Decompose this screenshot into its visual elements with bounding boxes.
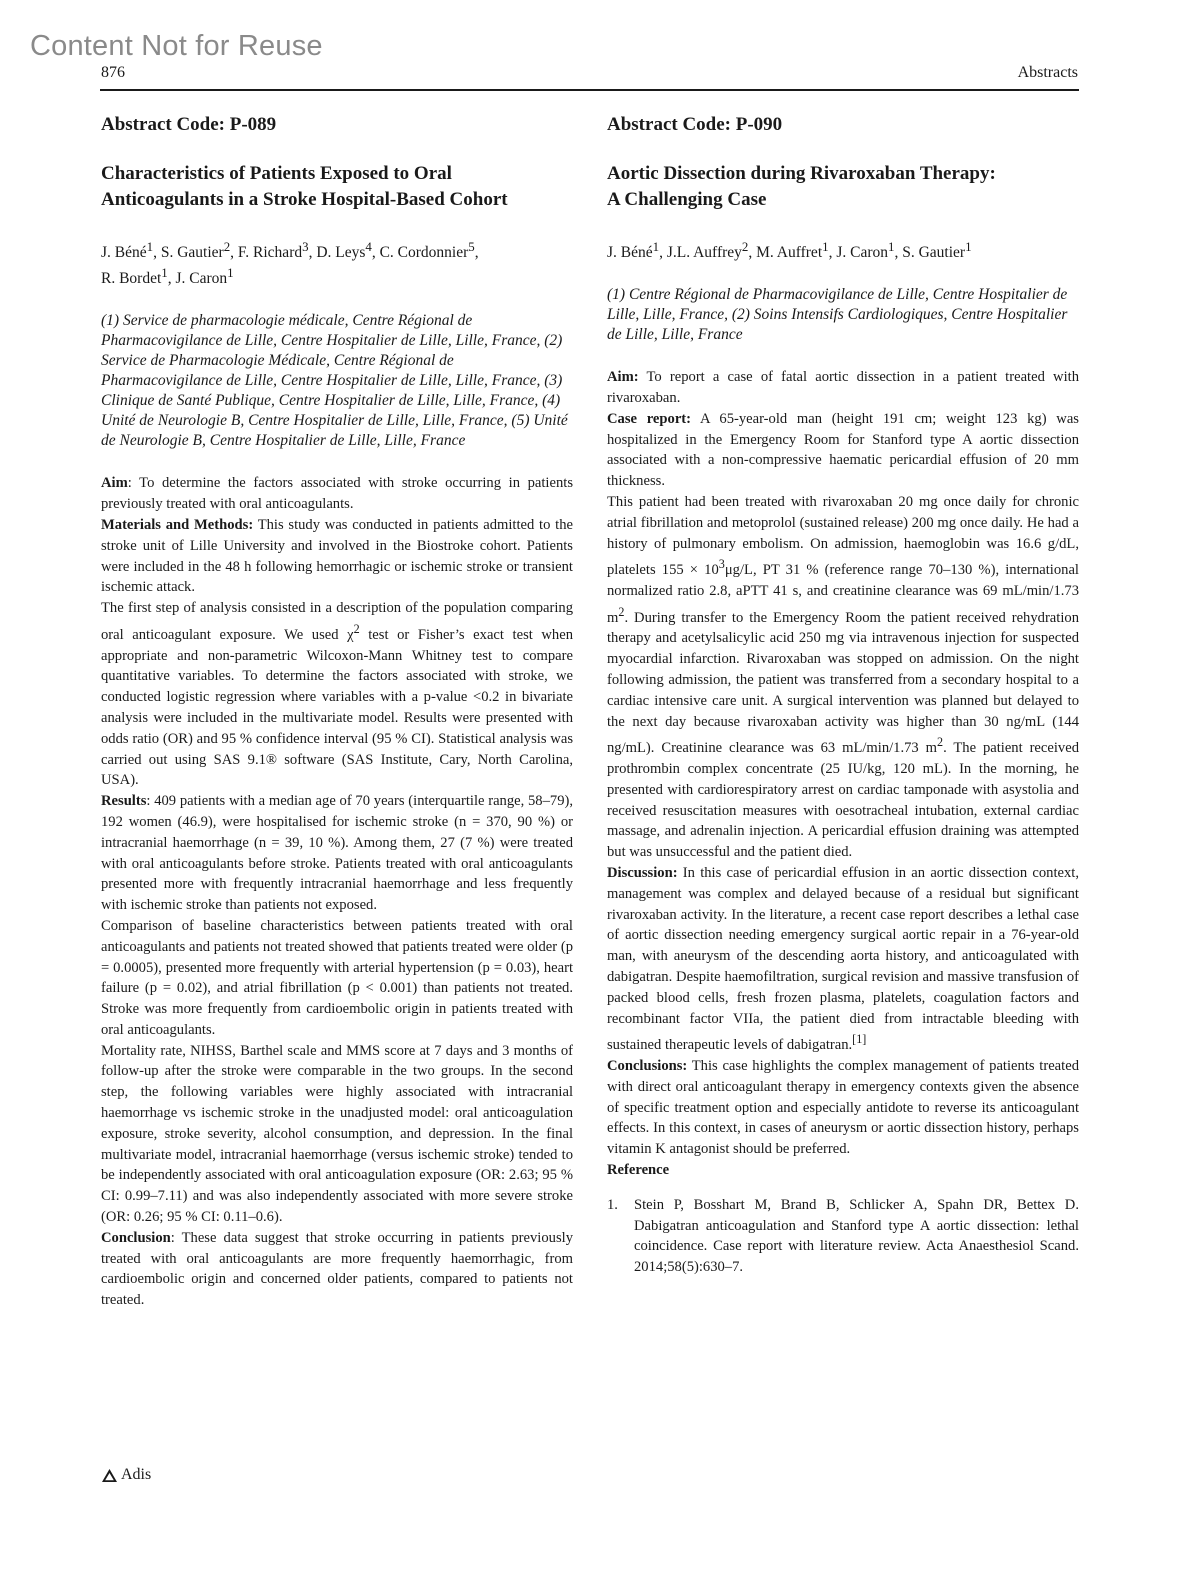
exponent-superscript: 2	[936, 735, 944, 750]
author-separator: ,	[167, 270, 176, 288]
reference-list	[607, 1195, 1079, 1278]
publisher-logo	[101, 1466, 151, 1484]
affiliation-superscript: 1	[822, 239, 829, 254]
affiliation-superscript: 1	[161, 265, 168, 281]
aim-paragraph	[607, 367, 1079, 409]
section-label: Abstracts	[1017, 64, 1078, 81]
conclusion-paragraph	[101, 1228, 573, 1311]
mortality-paragraph: Mortality rate, NIHSS, Barthel scale and MMS score at 7 days and 3 months of follow-up after the stroke were comparable in the two groups. In the second step, the following variables were highly associated with intracranial haemorrhage vs ischemic stroke in the unadjusted model: oral anticoagulation exposure, stroke severity, alcohol consumption, and depression. In the final multivariate model, intracranial haemorrhage (versus ischemic stroke) tended to be independently associated with oral anticoagulation exposure (OR: 2.63; 95 % CI: 0.99–7.11) and was also independently associated with more severe stroke (OR: 0.26; 95 % CI: 0.11–0.6).	[101, 1042, 573, 1226]
author-name: S. Gautier	[160, 244, 224, 262]
citation-superscript: [1]	[852, 1032, 867, 1047]
author-separator: ,	[371, 244, 380, 262]
exponent-superscript: 3	[718, 557, 725, 572]
reference-number: 1.	[607, 1196, 618, 1213]
aim-text: : To determine the factors associated with stroke occurring in patients previously treated with oral anticoagulants.	[101, 475, 573, 513]
affiliation-superscript: 3	[302, 239, 309, 254]
analysis-text-a: The first step of analysis consisted in a description of the population comparing oral anticoagulant exposure. We used χ	[101, 600, 573, 643]
abstract-code: Abstract Code: P-090	[607, 114, 783, 135]
methods-text: This study was conducted in patients admitted to the stroke unit of Lille University and involved in the Biostroke cohort. Patients were included in the 48 h following hemorrhagic or ischemic stroke or transient ischemic attack.	[101, 516, 573, 596]
header-rule	[100, 89, 1079, 91]
abstract-body	[607, 367, 1079, 1181]
abstract-title	[607, 161, 1079, 213]
aim-text: To report a case of fatal aortic dissection in a patient treated with rivaroxaban.	[607, 369, 1079, 406]
adis-triangle-icon	[101, 1468, 118, 1483]
title-line-2: A Challenging Case	[607, 189, 767, 210]
author-name: J. Caron	[836, 244, 888, 262]
author-name: F. Richard	[237, 244, 303, 262]
affiliation-superscript: 2	[223, 239, 231, 254]
history-text-c: . During transfer to the Emergency Room the patient received rehydration therapy and acetylsalicylic acid 250 mg via intravenous injection for suspected myocardial infarction. Rivaroxaban was stopped on admission. On the night following admission, the patient was transferred from a secondary hospital to a cardiac intensive care unit. A surgical intervention was planned but delayed to the next day because rivaroxaban activity was higher than 30 ng/mL (144 ng/mL). Creatinine clearance was 63 mL/min/1.73 m	[607, 609, 1079, 757]
watermark: Content Not for Reuse	[30, 30, 323, 62]
abstract-code: Abstract Code: P-089	[101, 114, 277, 135]
history-text-d: . The patient received prothrombin complex concentrate (25 IU/kg, 120 mL). In the morning, he presented with cardiorespiratory arrest on cardiac tamponade with asystolia and received resuscitation measures with oesotracheal intubation, external cardiac massage, and adrenalin injection. A pericardial effusion draining was attempted but was unsuccessful and the patient died.	[607, 740, 1079, 861]
affiliations: (1) Service de pharmacologie médicale, Centre Régional de Pharmacovigilance de Lille, Centre Hospitalier de Lille, Lille, France, (2) Service de Pharmacologie Médicale, Centre Régional de Pharmacovigilance de Lille, Centre Hospitalier de Lille, Lille, France, (3) Clinique de Santé Publique, Centre Hospitalier de Lille, Lille, France, (4) Unité de Neurologie B, Centre Hospitalier de Lille, Lille, France, (5) Unité de Neurologie B, Centre Hospitalier de Lille, Lille, France	[101, 312, 568, 450]
affiliations: (1) Centre Régional de Pharmacovigilance de Lille, Centre Hospitalier de Lille, Lille, France, (2) Soins Intensifs Cardiologiques, Centre Hospitalier de Lille, Lille, France	[607, 286, 1068, 344]
affiliation-superscript: 1	[965, 239, 972, 254]
author-name: D. Leys	[316, 244, 366, 262]
chi-square-superscript: 2	[353, 621, 360, 636]
author-separator: ,	[659, 244, 667, 262]
analysis-text-b: test or Fisher’s exact test when appropriate and non-parametric Wilcoxon-Mann Whitney test to compare quantitative variables. To determine the factors associated with stroke, we conducted logistic regression where variables with a p-value <0.2 in bivariate analysis were included in the multivariate model. Results were presented with odds ratio (OR) and 95 % confidence interval (95 % CI). Statistical analysis was carried out using SAS 9.1® software (SAS Institute, Cary, North Carolina, USA).	[101, 626, 574, 789]
comparison-paragraph: Comparison of baseline characteristics between patients treated with oral anticoagulants and patients not treated showed that patients treated were older (p = 0.0005), presented more frequently with arterial hypertension (p = 0.03), heart failure (p = 0.02), and atrial fibrillation (p < 0.001) than patients not treated. Stroke was more frequently from cardioembolic origin in patients treated with oral anticoagulants.	[101, 917, 573, 1038]
author-separator: ,	[230, 244, 238, 262]
title-line-1: Aortic Dissection during Rivaroxaban Therapy:	[607, 163, 996, 184]
affiliation-superscript: 4	[365, 239, 372, 254]
abstract-title	[101, 161, 573, 213]
affiliation-superscript: 1	[888, 239, 895, 254]
author-name: J. Caron	[175, 270, 228, 288]
case-report-label: Case report:	[607, 410, 692, 427]
author-name: R. Bordet	[101, 270, 162, 288]
aim-paragraph	[101, 473, 573, 515]
history-text-a: This patient had been treated with rivaroxaban 20 mg once daily for chronic atrial fibrillation and metoprolol (sustained release) 200 mg once daily. He had a history of pulmonary embolism. On admission, haemoglobin was 16.6 g/dL, platelets 155 × 10	[607, 493, 1079, 579]
publisher-name: Adis	[121, 1466, 152, 1483]
affiliation-superscript: 2	[741, 239, 749, 254]
reference-heading: Reference	[607, 1162, 670, 1179]
author-list	[101, 237, 573, 289]
author-name: J. Béné	[607, 244, 653, 262]
analysis-paragraph	[101, 598, 573, 791]
case-report-paragraph	[607, 409, 1079, 492]
history-paragraph	[607, 492, 1079, 863]
author-name: C. Cordonnier	[379, 244, 469, 262]
abstract-p089	[101, 113, 573, 1311]
author-list	[607, 237, 1079, 263]
exponent-superscript: 2	[618, 604, 625, 619]
reference-item	[607, 1195, 1079, 1278]
author-name: S. Gautier	[902, 244, 966, 262]
author-name: J. Béné	[101, 244, 147, 262]
author-separator: ,	[308, 244, 317, 262]
discussion-paragraph	[607, 863, 1079, 1056]
methods-paragraph	[101, 515, 573, 598]
author-separator: ,	[828, 244, 837, 262]
aim-label: Aim	[101, 475, 128, 492]
aim-label: Aim:	[607, 369, 639, 386]
author-name: M. Auffret	[756, 244, 823, 262]
case-report-text: A 65-year-old man (height 191 cm; weight 123 kg) was hospitalized in the Emergency Room for Stanford type A aortic dissection associated with a non-compressive haematic pericardial effusion of 20 mm thickness.	[607, 410, 1079, 490]
results-paragraph	[101, 791, 573, 916]
discussion-text: In this case of pericardial effusion in an aortic dissection context, management was complex and delayed because of a residual but significant rivaroxaban activity. In the literature, a recent case report describes a lethal case of aortic dissection needing emergency surgical aortic repair in a 76-year-old man, with aneurysm of the descending aorta history, and anticoagulated with dabigatran. Despite haemofiltration, surgical revision and massive transfusion of packed blood cells, fresh frozen plasma, platelets, coagulation factors and recombinant factor VIIa, the patient died from intractable bleeding with sustained therapeutic levels of dabigatran.	[607, 865, 1079, 1054]
abstract-body	[101, 473, 573, 1311]
title-line-2: Anticoagulants in a Stroke Hospital-Based Cohort	[101, 189, 508, 210]
conclusion-label: Conclusion	[101, 1229, 171, 1246]
author-separator: ,	[474, 244, 479, 262]
affiliation-superscript: 1	[227, 265, 234, 281]
author-separator: ,	[748, 244, 757, 262]
author-separator: ,	[153, 244, 161, 262]
title-line-1: Characteristics of Patients Exposed to Oral	[101, 163, 452, 184]
affiliation-superscript: 5	[468, 239, 475, 254]
page-number: 876	[101, 64, 125, 81]
author-separator: ,	[894, 244, 903, 262]
conclusions-label: Conclusions:	[607, 1058, 688, 1075]
author-name: J.L. Auffrey	[666, 244, 742, 262]
history-text-b: μg/L, PT 31 % (reference range 70–130 %), international normalized ratio 2.8, aPTT 41 s, and creatinine clearance was 69 mL/min/1.73 m	[607, 562, 1079, 626]
conclusions-text: This case highlights the complex management of patients treated with direct oral anticoagulant therapy in emergency contexts given the absence of specific treatment option and especially antidote to reverse its anticoagulant effects. In this context, in cases of aneurysm or aortic dissection history, perhaps vitamin K antagonist should be preferred.	[607, 1058, 1079, 1158]
results-label: Results	[101, 793, 147, 810]
methods-label: Materials and Methods:	[101, 516, 254, 533]
affiliation-superscript: 1	[652, 239, 660, 254]
conclusions-paragraph	[607, 1056, 1079, 1160]
conclusion-text: : These data suggest that stroke occurring in patients previously treated with oral anticoagulants are more frequently haemorrhagic, from cardioembolic origin and concerned older patients, compared to patients not treated.	[101, 1229, 573, 1309]
affiliation-superscript: 1	[146, 239, 154, 254]
abstract-p090	[607, 113, 1079, 1278]
reference-text: Stein P, Bosshart M, Brand B, Schlicker A, Spahn DR, Bettex D. Dabigatran anticoagulation and Stanford type A aortic dissection: lethal coincidence. Case report with literature review. Acta Anaesthesiol Scand. 2014;58(5):630–7.	[634, 1196, 1079, 1276]
discussion-label: Discussion:	[607, 865, 678, 882]
results-text: : 409 patients with a median age of 70 years (interquartile range, 58–79), 192 women (46.9), were hospitalised for ischemic stroke (n = 370, 90 %) or intracranial haemorrhage (n = 39, 10 %). Among them, 27 (7 %) were treated with oral anticoagulants before stroke. Patients treated with oral anticoagulants presented more with frequently intracranial haemorrhage and less frequently with ischemic stroke than patients not exposed.	[101, 793, 573, 914]
